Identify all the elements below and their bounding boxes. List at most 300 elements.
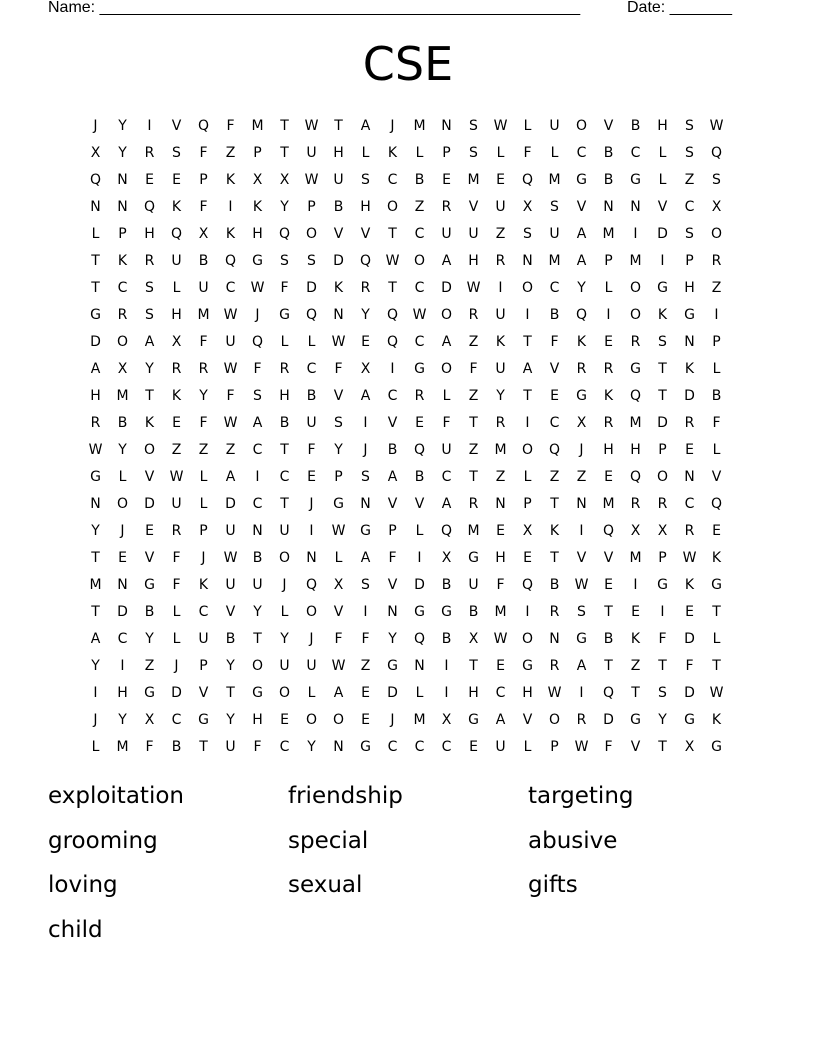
- grid-row: [82, 490, 730, 517]
- grid-letter: A: [144, 333, 155, 350]
- grid-letter: E: [361, 684, 370, 701]
- grid-letter: B: [441, 630, 452, 647]
- grid-letter: P: [334, 468, 343, 485]
- grid-letter: S: [685, 117, 694, 134]
- grid-letter: S: [253, 387, 262, 404]
- grid-letter: S: [145, 279, 154, 296]
- grid-letter: C: [171, 711, 182, 728]
- grid-letter: G: [387, 657, 398, 674]
- grid-letter: B: [441, 576, 452, 593]
- grid-letter: R: [171, 522, 182, 539]
- grid-letter: Z: [468, 441, 479, 458]
- grid-letter: N: [90, 198, 101, 215]
- grid-letter: U: [279, 657, 290, 674]
- grid-letter: Z: [171, 441, 182, 458]
- grid-letter: V: [657, 198, 668, 215]
- grid-letter: B: [333, 198, 344, 215]
- grid-letter: A: [576, 657, 587, 674]
- grid-letter: M: [116, 738, 129, 755]
- grid-letter: P: [253, 144, 262, 161]
- grid-letter: I: [120, 657, 125, 674]
- grid-letter: E: [523, 549, 532, 566]
- grid-letter: G: [576, 171, 587, 188]
- grid-letter: W: [223, 306, 238, 323]
- grid-letter: L: [280, 333, 289, 350]
- grid-row: [82, 436, 730, 463]
- grid-letter: K: [225, 171, 236, 188]
- grid-letter: K: [333, 279, 344, 296]
- grid-letter: I: [525, 414, 530, 431]
- grid-letter: L: [496, 144, 505, 161]
- grid-letter: X: [90, 144, 101, 161]
- grid-letter: D: [684, 684, 695, 701]
- grid-row: [82, 463, 730, 490]
- grid-letter: H: [171, 306, 182, 323]
- grid-letter: A: [333, 684, 344, 701]
- grid-letter: D: [90, 333, 101, 350]
- grid-letter: F: [334, 360, 343, 377]
- grid-letter: X: [333, 576, 344, 593]
- word-search-grid: [82, 112, 730, 760]
- grid-row: [82, 571, 730, 598]
- grid-letter: R: [657, 495, 668, 512]
- grid-letter: H: [144, 225, 155, 242]
- grid-letter: D: [657, 225, 668, 242]
- grid-letter: C: [441, 738, 452, 755]
- grid-letter: K: [117, 252, 128, 269]
- word-list-item: special: [288, 827, 369, 854]
- grid-letter: C: [630, 144, 641, 161]
- grid-letter: F: [172, 576, 181, 593]
- word-list-item: loving: [48, 872, 118, 898]
- grid-letter: M: [548, 252, 561, 269]
- grid-letter: Q: [629, 387, 642, 404]
- grid-letter: E: [496, 657, 505, 674]
- grid-letter: G: [360, 738, 371, 755]
- grid-letter: P: [523, 495, 532, 512]
- grid-letter: O: [305, 603, 318, 620]
- grid-letter: Y: [496, 387, 505, 404]
- grid-letter: L: [712, 630, 721, 647]
- grid-letter: C: [387, 387, 398, 404]
- grid-letter: E: [712, 522, 721, 539]
- grid-letter: B: [414, 468, 425, 485]
- grid-letter: R: [603, 414, 614, 431]
- grid-letter: E: [442, 171, 451, 188]
- grid-letter: O: [116, 333, 129, 350]
- grid-letter: G: [360, 522, 371, 539]
- grid-letter: W: [466, 279, 481, 296]
- grid-letter: S: [685, 144, 694, 161]
- grid-letter: O: [143, 441, 156, 458]
- grid-letter: K: [144, 414, 155, 431]
- grid-letter: C: [684, 198, 695, 215]
- grid-letter: K: [576, 333, 587, 350]
- grid-letter: O: [548, 711, 561, 728]
- grid-letter: F: [199, 414, 208, 431]
- grid-letter: E: [145, 171, 154, 188]
- grid-letter: U: [306, 144, 317, 161]
- grid-letter: V: [603, 117, 614, 134]
- grid-letter: J: [201, 549, 206, 566]
- grid-letter: L: [442, 387, 451, 404]
- grid-letter: N: [117, 171, 128, 188]
- grid-letter: L: [280, 603, 289, 620]
- grid-letter: E: [280, 711, 289, 728]
- grid-letter: Z: [549, 468, 560, 485]
- grid-letter: N: [684, 468, 695, 485]
- grid-letter: X: [198, 225, 209, 242]
- grid-letter: T: [91, 279, 100, 296]
- grid-letter: R: [117, 306, 128, 323]
- grid-letter: N: [387, 603, 398, 620]
- grid-letter: P: [199, 657, 208, 674]
- grid-letter: W: [547, 684, 562, 701]
- grid-row: [82, 706, 730, 733]
- grid-letter: F: [604, 738, 613, 755]
- grid-letter: Y: [226, 711, 235, 728]
- grid-letter: Y: [118, 441, 127, 458]
- grid-letter: V: [387, 414, 398, 431]
- grid-row: [82, 112, 730, 139]
- grid-letter: N: [306, 549, 317, 566]
- grid-letter: Q: [413, 441, 426, 458]
- grid-letter: D: [333, 252, 344, 269]
- grid-letter: C: [387, 171, 398, 188]
- grid-letter: K: [171, 387, 182, 404]
- word-list-item: gifts: [528, 872, 578, 898]
- grid-letter: C: [279, 738, 290, 755]
- grid-letter: V: [333, 603, 344, 620]
- grid-letter: L: [118, 468, 127, 485]
- grid-letter: B: [252, 549, 263, 566]
- grid-letter: Y: [388, 630, 397, 647]
- grid-letter: G: [414, 360, 425, 377]
- grid-letter: O: [629, 279, 642, 296]
- grid-letter: Z: [468, 333, 479, 350]
- grid-letter: Z: [711, 279, 722, 296]
- header-line: [0, 0, 816, 22]
- grid-letter: C: [387, 738, 398, 755]
- grid-letter: A: [522, 360, 533, 377]
- grid-letter: F: [307, 441, 316, 458]
- grid-letter: C: [441, 468, 452, 485]
- grid-letter: Z: [630, 657, 641, 674]
- grid-letter: D: [414, 576, 425, 593]
- grid-letter: Y: [307, 738, 316, 755]
- grid-letter: X: [630, 522, 641, 539]
- grid-letter: B: [414, 171, 425, 188]
- grid-letter: Q: [710, 495, 723, 512]
- grid-letter: V: [171, 117, 182, 134]
- grid-letter: T: [91, 603, 100, 620]
- grid-letter: C: [225, 279, 236, 296]
- grid-letter: N: [522, 252, 533, 269]
- grid-letter: S: [712, 171, 721, 188]
- grid-letter: P: [199, 171, 208, 188]
- grid-letter: Y: [280, 198, 289, 215]
- grid-letter: O: [521, 630, 534, 647]
- grid-letter: D: [387, 684, 398, 701]
- grid-letter: T: [280, 117, 289, 134]
- grid-letter: Z: [198, 441, 209, 458]
- grid-letter: S: [280, 252, 289, 269]
- grid-letter: F: [280, 279, 289, 296]
- grid-letter: T: [91, 549, 100, 566]
- grid-letter: B: [711, 387, 722, 404]
- grid-letter: E: [604, 576, 613, 593]
- grid-letter: X: [441, 549, 452, 566]
- grid-letter: T: [550, 549, 559, 566]
- grid-letter: G: [252, 252, 263, 269]
- grid-letter: R: [90, 414, 101, 431]
- grid-letter: W: [412, 306, 427, 323]
- grid-letter: M: [602, 225, 615, 242]
- grid-letter: F: [145, 738, 154, 755]
- grid-letter: B: [198, 252, 209, 269]
- grid-letter: W: [709, 684, 724, 701]
- grid-letter: C: [198, 603, 209, 620]
- grid-letter: V: [522, 711, 533, 728]
- word-list-item: friendship: [288, 783, 403, 809]
- grid-letter: U: [306, 657, 317, 674]
- grid-letter: G: [576, 387, 587, 404]
- grid-letter: W: [682, 549, 697, 566]
- grid-row: [82, 625, 730, 652]
- grid-letter: V: [603, 549, 614, 566]
- grid-letter: N: [576, 495, 587, 512]
- grid-letter: H: [468, 252, 479, 269]
- grid-letter: G: [711, 738, 722, 755]
- grid-letter: T: [199, 738, 208, 755]
- grid-letter: X: [522, 522, 533, 539]
- grid-letter: I: [633, 225, 638, 242]
- grid-letter: E: [550, 387, 559, 404]
- page-title: CSE: [362, 37, 454, 91]
- grid-row: [82, 733, 730, 760]
- grid-letter: S: [577, 603, 586, 620]
- grid-letter: P: [604, 252, 613, 269]
- grid-letter: Y: [334, 441, 343, 458]
- grid-letter: Y: [199, 387, 208, 404]
- grid-letter: W: [304, 171, 319, 188]
- grid-letter: O: [305, 225, 318, 242]
- grid-letter: J: [390, 711, 395, 728]
- grid-letter: T: [253, 630, 262, 647]
- grid-letter: R: [684, 414, 695, 431]
- grid-letter: W: [169, 468, 184, 485]
- grid-letter: N: [333, 738, 344, 755]
- grid-letter: P: [550, 738, 559, 755]
- grid-letter: Y: [361, 306, 370, 323]
- grid-letter: X: [279, 171, 290, 188]
- grid-letter: S: [361, 576, 370, 593]
- grid-letter: U: [495, 306, 506, 323]
- grid-letter: V: [198, 684, 209, 701]
- grid-letter: I: [714, 306, 719, 323]
- grid-letter: K: [603, 387, 614, 404]
- grid-letter: F: [172, 549, 181, 566]
- grid-letter: W: [88, 441, 103, 458]
- grid-letter: F: [712, 414, 721, 431]
- grid-letter: I: [633, 576, 638, 593]
- grid-letter: G: [630, 171, 641, 188]
- grid-letter: G: [468, 711, 479, 728]
- grid-letter: N: [360, 495, 371, 512]
- grid-letter: P: [658, 441, 667, 458]
- grid-letter: H: [495, 549, 506, 566]
- grid-letter: A: [576, 252, 587, 269]
- grid-letter: F: [226, 387, 235, 404]
- grid-letter: Y: [91, 522, 100, 539]
- grid-letter: E: [496, 171, 505, 188]
- grid-letter: F: [253, 360, 262, 377]
- grid-letter: F: [253, 738, 262, 755]
- grid-letter: Q: [224, 252, 237, 269]
- grid-letter: U: [279, 522, 290, 539]
- grid-letter: U: [468, 225, 479, 242]
- grid-letter: Y: [226, 657, 235, 674]
- grid-letter: H: [468, 684, 479, 701]
- grid-letter: E: [469, 738, 478, 755]
- grid-letter: L: [523, 117, 532, 134]
- grid-letter: T: [280, 495, 289, 512]
- grid-letter: P: [658, 549, 667, 566]
- grid-letter: M: [413, 711, 426, 728]
- grid-letter: L: [199, 468, 208, 485]
- grid-letter: V: [360, 225, 371, 242]
- grid-letter: B: [279, 414, 290, 431]
- grid-letter: R: [198, 360, 209, 377]
- grid-row: [82, 274, 730, 301]
- grid-letter: U: [225, 576, 236, 593]
- grid-letter: N: [117, 198, 128, 215]
- grid-letter: Z: [414, 198, 425, 215]
- grid-letter: O: [413, 252, 426, 269]
- grid-letter: J: [120, 522, 125, 539]
- grid-letter: W: [331, 333, 346, 350]
- grid-letter: L: [604, 279, 613, 296]
- grid-letter: U: [225, 333, 236, 350]
- grid-letter: C: [117, 279, 128, 296]
- grid-letter: P: [442, 144, 451, 161]
- grid-letter: R: [468, 495, 479, 512]
- grid-letter: C: [306, 360, 317, 377]
- grid-letter: Y: [253, 603, 262, 620]
- grid-letter: R: [711, 252, 722, 269]
- grid-letter: Q: [170, 225, 183, 242]
- date-field-label: Date: _______: [627, 0, 732, 16]
- grid-letter: F: [388, 549, 397, 566]
- grid-letter: V: [576, 549, 587, 566]
- grid-letter: N: [441, 117, 452, 134]
- grid-letter: R: [549, 657, 560, 674]
- grid-letter: B: [603, 630, 614, 647]
- grid-letter: I: [660, 603, 665, 620]
- grid-letter: K: [630, 630, 641, 647]
- grid-letter: A: [252, 414, 263, 431]
- grid-letter: S: [307, 252, 316, 269]
- grid-letter: A: [495, 711, 506, 728]
- grid-letter: V: [576, 198, 587, 215]
- grid-letter: Q: [629, 468, 642, 485]
- grid-letter: A: [360, 549, 371, 566]
- grid-letter: N: [603, 198, 614, 215]
- grid-letter: R: [468, 306, 479, 323]
- grid-letter: V: [144, 549, 155, 566]
- grid-letter: L: [334, 549, 343, 566]
- grid-letter: G: [279, 306, 290, 323]
- grid-letter: A: [441, 333, 452, 350]
- grid-letter: M: [629, 414, 642, 431]
- grid-letter: C: [252, 495, 263, 512]
- grid-letter: I: [660, 252, 665, 269]
- grid-letter: H: [279, 387, 290, 404]
- grid-letter: T: [523, 387, 532, 404]
- grid-letter: L: [91, 738, 100, 755]
- grid-letter: H: [117, 684, 128, 701]
- grid-letter: I: [228, 198, 233, 215]
- grid-letter: L: [415, 144, 424, 161]
- grid-letter: E: [361, 333, 370, 350]
- grid-letter: O: [440, 360, 453, 377]
- grid-letter: U: [441, 225, 452, 242]
- grid-letter: J: [363, 441, 368, 458]
- word-list-item: sexual: [288, 872, 363, 898]
- grid-letter: T: [388, 279, 397, 296]
- grid-letter: X: [252, 171, 263, 188]
- grid-row: [82, 139, 730, 166]
- grid-letter: J: [282, 576, 287, 593]
- word-list-item: child: [48, 916, 103, 943]
- grid-letter: U: [549, 117, 560, 134]
- grid-letter: I: [147, 117, 152, 134]
- grid-letter: U: [495, 738, 506, 755]
- grid-letter: I: [390, 360, 395, 377]
- grid-letter: E: [172, 171, 181, 188]
- grid-letter: C: [684, 495, 695, 512]
- grid-letter: P: [685, 252, 694, 269]
- grid-letter: M: [494, 603, 507, 620]
- grid-letter: L: [172, 279, 181, 296]
- grid-letter: K: [711, 549, 722, 566]
- grid-row: [82, 166, 730, 193]
- grid-letter: G: [144, 684, 155, 701]
- grid-letter: X: [171, 333, 182, 350]
- grid-letter: F: [199, 198, 208, 215]
- grid-letter: W: [385, 252, 400, 269]
- grid-letter: O: [278, 549, 291, 566]
- grid-letter: U: [252, 576, 263, 593]
- grid-letter: G: [144, 576, 155, 593]
- grid-letter: T: [604, 603, 613, 620]
- grid-letter: C: [414, 225, 425, 242]
- grid-letter: H: [684, 279, 695, 296]
- grid-letter: O: [116, 495, 129, 512]
- grid-letter: T: [658, 738, 667, 755]
- grid-letter: A: [90, 360, 101, 377]
- grid-letter: O: [305, 711, 318, 728]
- grid-letter: X: [657, 522, 668, 539]
- grid-letter: F: [334, 630, 343, 647]
- grid-letter: I: [525, 306, 530, 323]
- grid-letter: L: [91, 225, 100, 242]
- grid-letter: G: [711, 576, 722, 593]
- grid-letter: U: [495, 360, 506, 377]
- grid-letter: B: [603, 171, 614, 188]
- grid-letter: C: [279, 468, 290, 485]
- grid-letter: U: [171, 252, 182, 269]
